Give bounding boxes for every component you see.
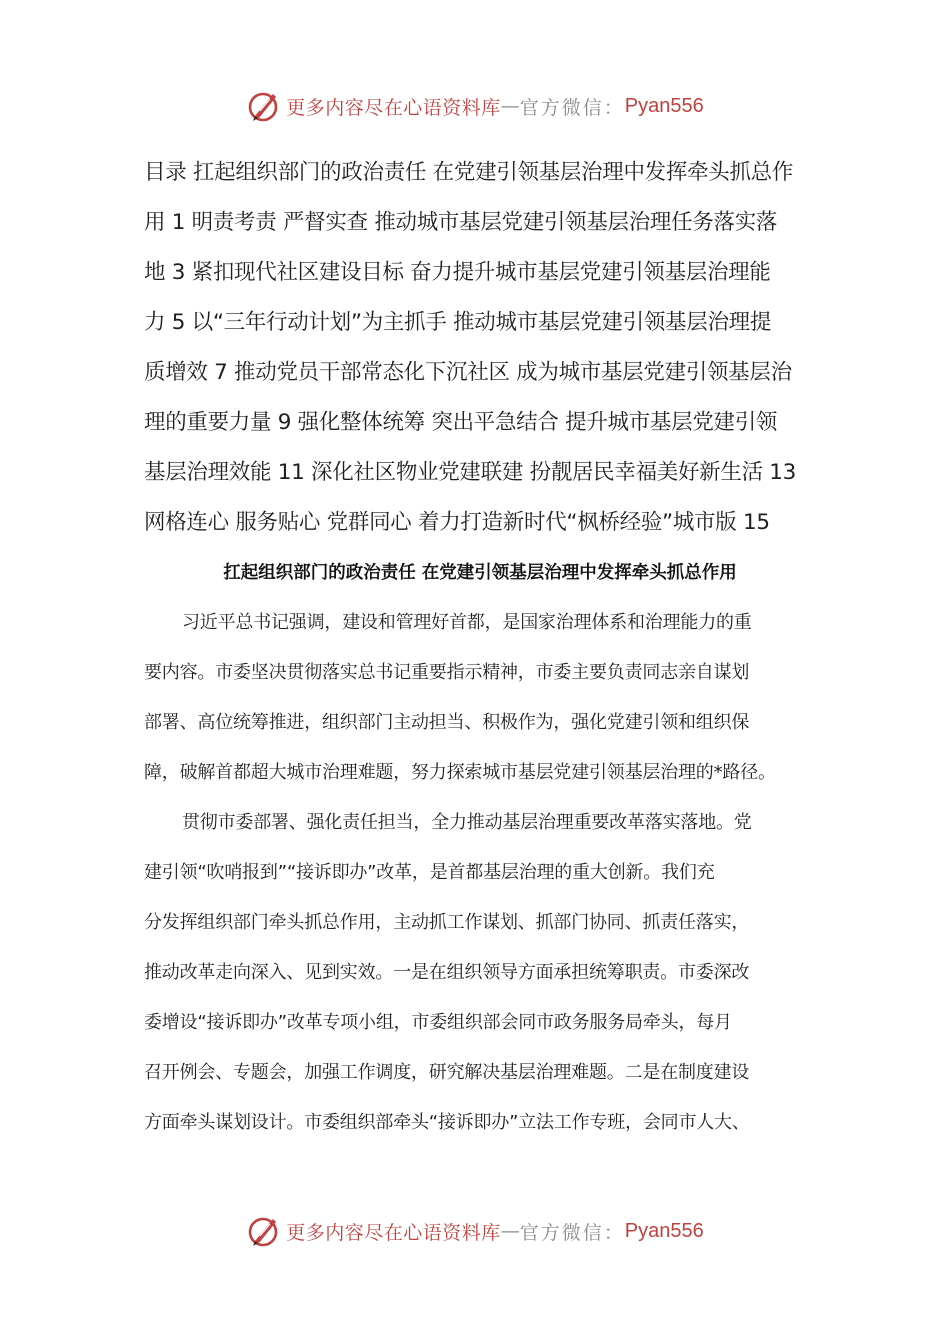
toc-line: 质增效 7 推动党员干部常态化下沉社区 成为城市基层党建引领基层治	[144, 360, 792, 385]
paragraph-line: 贯彻市委部署、强化责任担当，全力推动基层治理重要改革落实落地。党	[182, 812, 752, 833]
paragraph-line: 方面牵头谋划设计。市委组织部牵头“接诉即办”立法工作专班，会同市人大、	[144, 1112, 750, 1133]
section-title: 扛起组织部门的政治责任 在党建引领基层治理中发挥牵头抓总作用	[223, 563, 737, 583]
paragraph	[144, 598, 816, 798]
banner-dash: —	[500, 95, 520, 117]
banner-wechat-id: Pyan556	[624, 1219, 704, 1242]
table-of-contents	[144, 148, 816, 548]
paragraph-line: 障，破解首都超大城市治理难题，努力探索城市基层党建引领基层治理的*路径。	[144, 762, 776, 783]
toc-line: 基层治理效能 11 深化社区物业党建联建 扮靓居民幸福美好新生活 13	[144, 460, 797, 485]
banner-slogan: 更多内容尽在心语资料库	[286, 1221, 501, 1244]
banner-wechat-label: 官方微信：	[519, 1221, 625, 1244]
paragraph-line: 分发挥组织部门牵头抓总作用，主动抓工作谋划、抓部门协同、抓责任落实，	[144, 912, 750, 933]
paragraph-line: 习近平总书记强调，建设和管理好首都，是国家治理体系和治理能力的重	[182, 612, 752, 633]
paragraph-line: 建引领“吹哨报到”“接诉即办”改革，是首都基层治理的重大创新。我们充	[144, 862, 715, 883]
paragraph-line: 推动改革走向深入、见到实效。一是在组织领导方面承担统筹职责。市委深改	[144, 962, 750, 983]
quill-logo-icon	[246, 88, 282, 124]
banner-slogan: 更多内容尽在心语资料库	[286, 96, 501, 119]
paragraph-line: 召开例会、专题会，加强工作调度，研究解决基层治理难题。二是在制度建设	[144, 1062, 750, 1083]
paragraph-line: 部署、高位统筹推进，组织部门主动担当、积极作为，强化党建引领和组织保	[144, 712, 750, 733]
header-banner	[0, 86, 950, 126]
paragraph-line: 委增设“接诉即办”改革专项小组，市委组织部会同市政务服务局牵头，每月	[144, 1012, 732, 1033]
paragraph-line: 要内容。市委坚决贯彻落实总书记重要指示精神，市委主要负责同志亲自谋划	[144, 662, 750, 683]
footer-banner	[0, 1211, 950, 1251]
document-body	[144, 148, 816, 1148]
banner-dash: —	[500, 1220, 520, 1242]
quill-logo-icon	[246, 1213, 282, 1249]
paragraph	[144, 798, 816, 1148]
toc-line: 目录 扛起组织部门的政治责任 在党建引领基层治理中发挥牵头抓总作	[144, 160, 794, 185]
toc-line: 力 5 以“三年行动计划”为主抓手 推动城市基层党建引领基层治理提	[144, 310, 772, 335]
toc-line: 地 3 紧扣现代社区建设目标 奋力提升城市基层党建引领基层治理能	[144, 260, 771, 285]
banner-wechat-id: Pyan556	[624, 94, 704, 117]
banner-wechat-label: 官方微信：	[519, 96, 625, 119]
toc-line: 用 1 明责考责 严督实查 推动城市基层党建引领基层治理任务落实落	[144, 210, 778, 235]
toc-line: 网格连心 服务贴心 党群同心 着力打造新时代“枫桥经验”城市版 15	[144, 510, 770, 535]
toc-line: 理的重要力量 9 强化整体统筹 突出平急结合 提升城市基层党建引领	[144, 410, 778, 435]
